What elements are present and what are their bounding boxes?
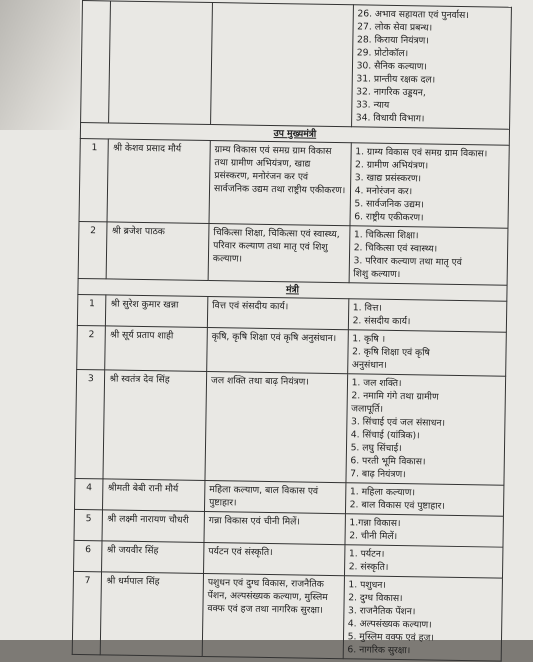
serial-number: 4	[74, 478, 103, 509]
portfolio-description: गन्ना विकास एवं चीनी मिलें।	[204, 511, 345, 544]
department-item: 2. संस्कृति।	[348, 561, 389, 573]
portfolio-description: वित्त एवं संसदीय कार्य।	[207, 297, 348, 330]
department-item: 6. नागरिक सुरक्षा।	[347, 644, 411, 657]
department-item: 2. चीनी मिलें।	[349, 530, 398, 543]
serial-number: 2	[77, 325, 106, 369]
department-item: 32. नागरिक उड्डयन,	[356, 86, 426, 99]
serial-number: 7	[72, 571, 102, 654]
department-item: जलापूर्ति।	[351, 403, 384, 415]
table-row	[75, 369, 506, 485]
serial-number: 3	[75, 369, 105, 478]
portfolio-description: पर्यटन एवं संस्कृति।	[204, 542, 345, 575]
department-item: 2. नमामि गंगे तथा ग्रामीण	[351, 390, 439, 403]
table-row	[72, 571, 502, 661]
department-item: 3. राजनैतिक पेंशन।	[347, 605, 416, 618]
department-item: 2. संसदीय कार्य।	[352, 315, 411, 328]
table-row	[78, 221, 508, 285]
minister-name: श्री ब्रजेश पाठक	[107, 222, 209, 281]
minister-name: श्री स्वतंत्र देव सिंह	[103, 370, 206, 481]
name-cell	[109, 1, 212, 125]
department-item: 2. कृषि शिक्षा एवं कृषि	[352, 346, 430, 359]
department-item: 3. सिंचाई एवं जल संसाधन।	[350, 416, 446, 429]
department-list	[351, 5, 511, 129]
department-item: 4. अल्पसंख्यक कल्याण।	[347, 618, 432, 631]
department-item: अनुसंधान।	[351, 359, 387, 371]
department-item: 4. मनोरंजन कर।	[354, 185, 413, 198]
department-list	[345, 483, 504, 516]
portfolio-cell	[211, 3, 354, 127]
portfolio-description: जल शक्ति तथा बाढ़ नियंत्रण।	[205, 372, 347, 483]
minister-name: श्रीमती बेबी रानी मौर्य	[103, 479, 205, 512]
section-title: मंत्री	[78, 278, 507, 301]
department-list	[345, 514, 504, 547]
portfolio-table-container	[72, 0, 533, 662]
section-title: उप मुख्यमंत्री	[80, 122, 509, 145]
department-item: 7. बाढ़ नियंत्रण।	[350, 468, 406, 481]
department-list	[350, 143, 510, 228]
department-item: 5. लघु सिंचाई।	[350, 442, 402, 455]
department-item: शिशु कल्याण।	[353, 268, 401, 281]
portfolio-description: ग्राम्य विकास एवं समग्र ग्राम विकास तथा ग्रामीण अभियंत्रण, खाद्य प्रसंस्करण, मनोरंजन कर एवं सार्वजनिक उद्यम तथा राष्ट्रीय एकीकरण।	[209, 141, 351, 226]
department-item: 6. परती भूमि विकास।	[350, 455, 426, 468]
department-item: 1. चिकित्सा शिक्षा।	[353, 229, 419, 242]
department-item: 1. वित्त।	[352, 302, 382, 314]
department-item: 4. सिंचाई (यांत्रिक)।	[350, 429, 420, 442]
department-item: 5. सार्वजनिक उद्यम।	[354, 198, 424, 211]
minister-name: श्री जयवीर सिंह	[102, 541, 204, 574]
department-item: 1.गन्ना विकास।	[349, 517, 401, 530]
department-item: 1. महिला कल्याण।	[349, 486, 416, 499]
department-item: 3. खाद्य प्रसंस्करण।	[354, 172, 422, 185]
department-item: 1. ग्राम्य विकास एवं समग्र ग्राम विकास।	[355, 146, 488, 160]
minister-name: श्री लक्ष्मी नारायण चौधरी	[102, 510, 204, 543]
portfolio-table	[72, 0, 512, 662]
department-list	[347, 330, 506, 376]
department-item: 31. प्रान्तीय रक्षक दल।	[356, 73, 436, 86]
department-item: 1. जल शक्ति।	[351, 377, 402, 390]
department-item: 1. पर्यटन।	[348, 548, 385, 560]
portfolio-description: पशुधन एवं दुग्ध विकास, राजनैतिक पेंशन, अल्पसंख्यक कल्याण, मुस्लिम वक्फ एवं हज तथा नागरिक सुरक्षा।	[202, 573, 344, 658]
minister-name: श्री केशव प्रसाद मौर्य	[108, 139, 211, 224]
serial-number: 6	[74, 540, 103, 571]
serial-number: 1	[79, 138, 109, 221]
department-item: 34. विधायी विभाग।	[355, 112, 425, 125]
table-row	[79, 138, 509, 228]
department-item: 2. चिकित्सा एवं स्वास्थ्य।	[353, 242, 438, 255]
department-item: 3. परिवार कल्याण तथा मातृ एवं	[353, 255, 462, 268]
department-list	[344, 545, 503, 578]
department-item: 33. न्याय	[355, 99, 390, 111]
table-row	[77, 325, 507, 376]
department-item: 2. बाल विकास एवं पुष्टाहार।	[349, 499, 445, 512]
department-list	[346, 374, 506, 485]
department-list	[349, 226, 508, 285]
department-item: 5. मुस्लिम वक्फ एवं हज।	[347, 631, 434, 644]
department-list	[348, 299, 507, 332]
department-item: 6. राष्ट्रीय एकीकरण।	[354, 211, 424, 224]
department-item: 1. पशुधन।	[348, 579, 386, 591]
table-row-continued	[81, 1, 512, 130]
department-item: 28. किराया नियंत्रण।	[356, 34, 429, 47]
department-item: 1. कृषि ।	[352, 333, 386, 345]
portfolio-description: चिकित्सा शिक्षा, चिकित्सा एवं स्वास्थ्य, परिवार कल्याण तथा मातृ एवं शिशु कल्याण।	[208, 224, 349, 283]
minister-name: श्री धर्मपाल सिंह	[101, 572, 204, 657]
portfolio-description: महिला कल्याण, बाल विकास एवं पुष्टाहार।	[204, 480, 345, 513]
serial-number: 5	[74, 509, 103, 540]
department-list	[343, 576, 503, 661]
minister-name: श्री सूर्य प्रताप शाही	[105, 326, 207, 372]
serial-number: 2	[78, 221, 107, 278]
minister-name: श्री सुरेश कुमार खन्ना	[106, 295, 208, 328]
department-item: 26. अभाव सहायता एवं पुनर्वास।	[357, 8, 469, 22]
department-item: 29. प्रोटोकॉल।	[356, 47, 409, 60]
portfolio-description: कृषि, कृषि शिक्षा एवं कृषि अनुसंधान।	[207, 328, 348, 374]
department-item: 2. दुग्ध विकास।	[348, 592, 403, 605]
department-item: 27. लोक सेवा प्रबन्ध।	[357, 21, 433, 34]
page-fold-shadow	[0, 0, 80, 130]
serial-cell	[81, 1, 111, 123]
serial-number: 1	[77, 294, 106, 325]
department-item: 30. सैनिक कल्याण।	[356, 60, 427, 73]
department-item: 2. ग्रामीण अभियंत्रण।	[354, 159, 429, 172]
